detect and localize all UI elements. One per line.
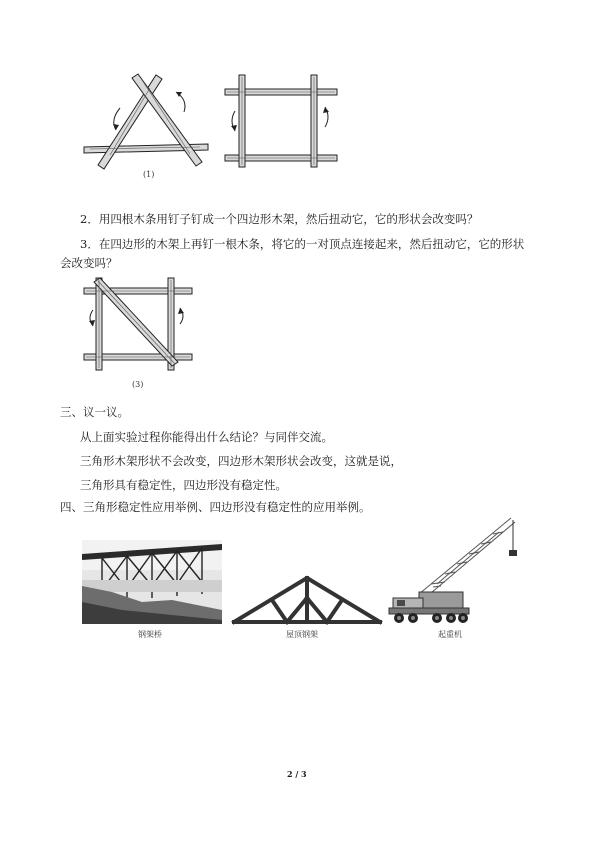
bridge-caption: 钢架桥 [138, 630, 162, 639]
crane-drawing [385, 512, 520, 626]
square-frame-figure [225, 75, 345, 167]
roof-truss-caption: 屋顶钢架 [286, 630, 318, 639]
section-4-title: 四、三角形稳定性应用举例、四边形没有稳定性的应用举例。 [60, 500, 371, 514]
section-3-line-1: 从上面实验过程你能得出什么结论？与同伴交流。 [80, 430, 333, 444]
roof-truss-drawing [232, 574, 382, 626]
page-number: 2 / 3 [287, 769, 307, 779]
section-3-line-2: 三角形木架形状不会改变，四边形木架形状会改变，这就是说， [80, 454, 402, 468]
question-3-line-1: 3．在四边形的木架上再钉一根木条，将它的一对顶点连接起来，然后扭动它，它的形状 [80, 237, 525, 251]
figure-1-caption: (1) [143, 170, 155, 179]
braced-square-frame-figure [84, 278, 200, 370]
question-2: 2．用四根木条用钉子钉成一个四边形木架，然后扭动它，它的形状会改变吗？ [80, 212, 479, 226]
section-3-line-3: 三角形具有稳定性，四边形没有稳定性。 [80, 478, 287, 492]
crane-caption: 起重机 [438, 630, 462, 639]
figure-3-caption: (3) [132, 380, 144, 389]
section-3-title: 三、议一议。 [60, 405, 129, 419]
question-3-line-2: 会改变吗？ [60, 256, 118, 270]
steel-bridge-photo [82, 540, 222, 624]
triangle-frame-figure [80, 70, 220, 170]
